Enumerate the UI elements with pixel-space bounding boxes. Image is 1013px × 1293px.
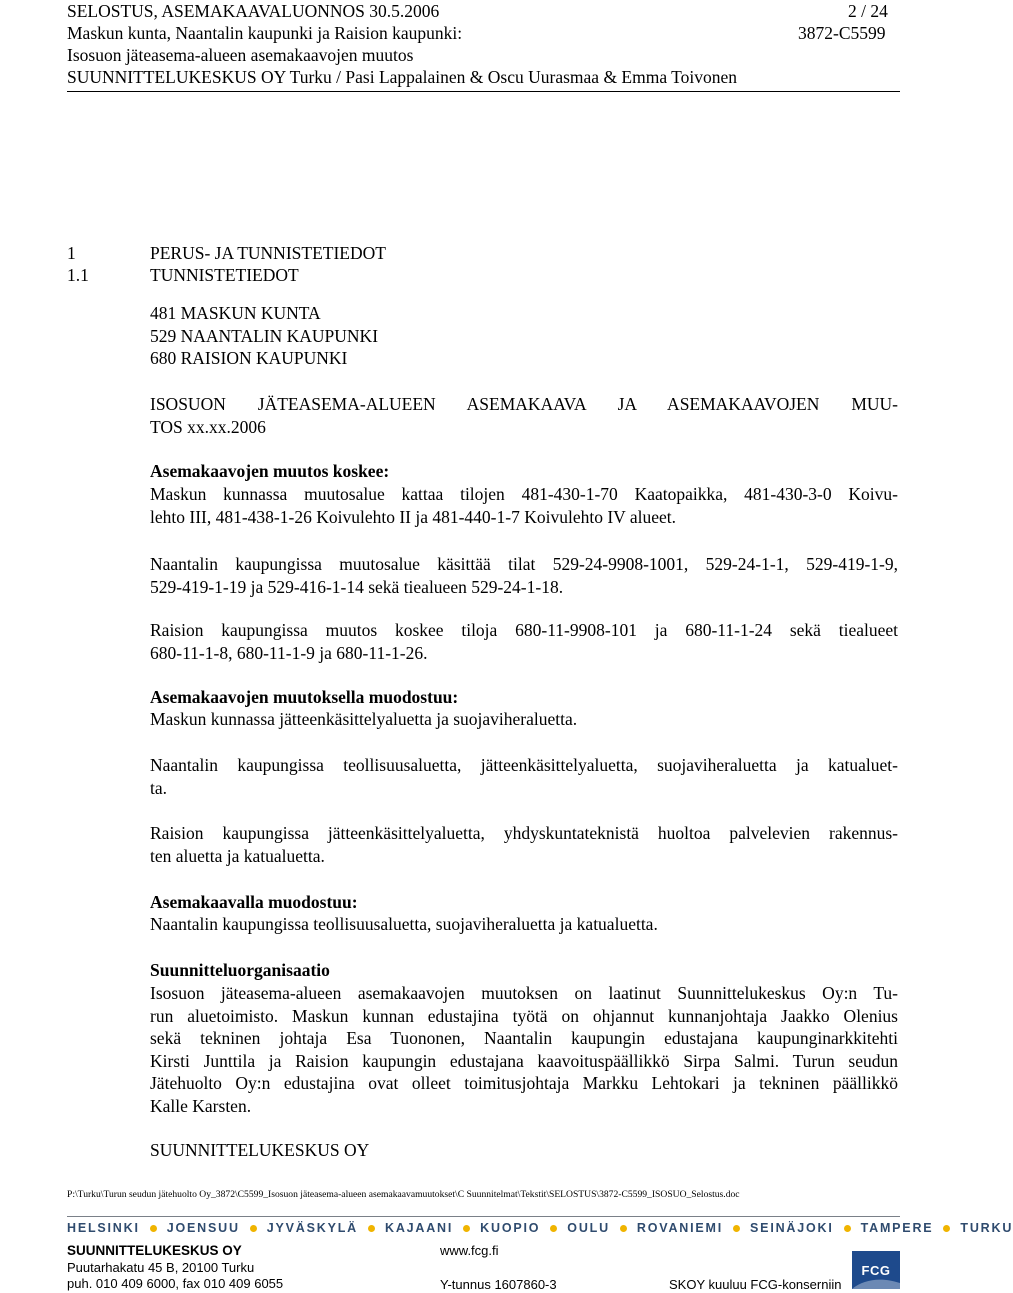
city-separator-dot xyxy=(943,1225,950,1232)
footer-website[interactable]: www.fcg.fi xyxy=(440,1243,499,1258)
paragraph-muodostuu-naantali xyxy=(150,754,898,799)
office-city: OULU xyxy=(567,1221,610,1235)
paragraph-line: Kirsti Junttila ja Raision kaupungin edustajana kaavoituspäällikkö Sirpa Salmi. Turun seudun xyxy=(150,1050,898,1071)
heading-2-number: 1.1 xyxy=(67,265,89,285)
paragraph-line: Maskun kunnassa muutosalue kattaa tilojen 481-430-1-70 Kaatopaikka, 481-430-3-0 Koivu- xyxy=(150,484,898,504)
office-city: HELSINKI xyxy=(67,1221,140,1235)
heading-1-title: PERUS- JA TUNNISTETIEDOT xyxy=(150,243,386,263)
paragraph-raisio xyxy=(150,619,898,664)
office-city: TURKU xyxy=(960,1221,1013,1235)
org-heading: Suunnitteluorganisaatio xyxy=(150,960,330,980)
paragraph-line: Jätehuolto Oy:n edustajina ovat olleet toimitusjohtaja Markku Lehtokari ja tekninen päällikkö xyxy=(150,1073,898,1093)
logo-swoosh-icon xyxy=(852,1275,900,1289)
city-bar-rule xyxy=(67,1216,900,1217)
paragraph-line: 529-419-1-19 ja 529-416-1-14 sekä tiealueen 529-24-1-18. xyxy=(150,576,564,597)
office-city: ROVANIEMI xyxy=(636,1221,724,1235)
muodostuu-maskun: Maskun kunnassa jätteenkäsittelyaluetta ja suojaviheraluetta. xyxy=(150,709,578,729)
office-city: JYVÄSKYLÄ xyxy=(266,1221,358,1235)
municipality-naantali: 529 NAANTALIN KAUPUNKI xyxy=(150,326,379,346)
paragraph-line: Raision kaupungissa muutos koskee tiloja 680-11-9908-101 ja 680-11-1-24 sekä tiealueet xyxy=(150,620,898,640)
city-separator-dot xyxy=(463,1225,470,1232)
header-project-name: Isosuon jäteasema-alueen asemakaavojen muutos xyxy=(67,45,414,65)
plan-title-line-1: ISOSUON JÄTEASEMA-ALUEEN ASEMAKAAVA JA ASEMAKAAVOJEN MUU- xyxy=(150,394,898,414)
city-separator-dot xyxy=(733,1225,740,1232)
office-city: TAMPERE xyxy=(860,1221,934,1235)
project-number: 3872-C5599 xyxy=(798,23,886,43)
paragraph-line: Naantalin kaupungissa muutosalue käsittää tilat 529-24-9908-1001, 529-24-1-1, 529-419-1-9, xyxy=(150,554,898,574)
kaava-text: Naantalin kaupungissa teollisuusaluetta, suojaviheraluetta ja katualuetta. xyxy=(150,914,658,934)
footer-address: Puutarhakatu 45 B, 20100 Turku xyxy=(67,1260,255,1275)
paragraph-line: lehto III, 481-438-1-26 Koivulehto II ja 481-440-1-7 Koivulehto IV alueet. xyxy=(150,506,677,527)
city-separator-dot xyxy=(620,1225,627,1232)
footer-phone: puh. 010 409 6000, fax 010 409 6055 xyxy=(67,1276,284,1291)
paragraph-organisation xyxy=(150,982,898,1117)
office-city: KUOPIO xyxy=(480,1221,541,1235)
footer-company-name: SUUNNITTELUKESKUS OY xyxy=(67,1243,242,1258)
company-signature: SUUNNITTELUKESKUS OY xyxy=(150,1140,370,1160)
header-municipalities: Maskun kunta, Naantalin kaupunki ja Raision kaupunki: xyxy=(67,23,463,43)
office-city: JOENSUU xyxy=(166,1221,240,1235)
fcg-logo-text: FCG xyxy=(861,1263,891,1278)
header-authors: SUUNNITTELUKESKUS OY Turku / Pasi Lappalainen & Oscu Uurasmaa & Emma Toivonen xyxy=(67,67,738,87)
kaava-heading: Asemakaavalla muodostuu: xyxy=(150,892,358,912)
city-separator-dot xyxy=(250,1225,257,1232)
paragraph-line: run aluetoimisto. Maskun kunnan edustajina työtä on ohjannut kunnanjohtaja Jaakko Olenius xyxy=(150,1005,898,1026)
city-separator-dot xyxy=(844,1225,851,1232)
paragraph-line: Kalle Karsten. xyxy=(150,1095,252,1116)
plan-title xyxy=(150,393,898,438)
office-cities xyxy=(67,1221,1013,1235)
paragraph-line: 680-11-1-8, 680-11-1-9 ja 680-11-1-26. xyxy=(150,642,428,663)
city-separator-dot xyxy=(368,1225,375,1232)
heading-1-number: 1 xyxy=(67,243,76,263)
header-rule xyxy=(67,91,900,92)
paragraph-line: sekä tekninen johtaja Esa Tuononen, Naantalin kaupungin edustajana kaupunginarkkitehti xyxy=(150,1028,898,1048)
plan-title-line-2: TOS xx.xx.2006 xyxy=(150,416,266,437)
municipality-raisio: 680 RAISION KAUPUNKI xyxy=(150,348,348,368)
paragraph-maskun xyxy=(150,483,898,528)
city-separator-dot xyxy=(150,1225,157,1232)
municipality-maskun: 481 MASKUN KUNTA xyxy=(150,303,321,323)
footer-ownership: SKOY kuuluu FCG-konserniin xyxy=(669,1277,842,1292)
muodostuu-heading: Asemakaavojen muutoksella muodostuu: xyxy=(150,687,459,707)
office-city: KAJAANI xyxy=(385,1221,454,1235)
koskee-heading: Asemakaavojen muutos koskee: xyxy=(150,461,390,481)
heading-2-title: TUNNISTETIEDOT xyxy=(150,265,299,285)
header-title: SELOSTUS, ASEMAKAAVALUONNOS 30.5.2006 xyxy=(67,1,440,21)
paragraph-line: Naantalin kaupungissa teollisuusaluetta, jätteenkäsittelyaluetta, suojaviheraluetta ja katualuet- xyxy=(150,755,898,775)
page-number: 2 / 24 xyxy=(848,1,888,21)
paragraph-line: Raision kaupungissa jätteenkäsittelyaluetta, yhdyskuntateknistä huoltoa palvelevien rakennus- xyxy=(150,823,898,843)
paragraph-line: ta. xyxy=(150,777,168,798)
paragraph-line: ten aluetta ja katualuetta. xyxy=(150,845,325,866)
office-city: SEINÄJOKI xyxy=(750,1221,834,1235)
city-separator-dot xyxy=(550,1225,557,1232)
fcg-logo xyxy=(852,1251,900,1289)
paragraph-muodostuu-raisio xyxy=(150,822,898,867)
paragraph-naantali xyxy=(150,553,898,598)
footer-business-id: Y-tunnus 1607860-3 xyxy=(440,1277,557,1292)
paragraph-line: Isosuon jäteasema-alueen asemakaavojen muutoksen on laatinut Suunnittelukeskus Oy:n Tu- xyxy=(150,983,898,1003)
file-path: P:\Turku\Turun seudun jätehuolto Oy_3872\C5599_Isosuon jäteasema-alueen asemakaavamuutokset\C Suunnitelmat\Tekstit\SELOSTUS\3872-C5599_ISOSUO_Selostus.doc xyxy=(67,1189,740,1200)
